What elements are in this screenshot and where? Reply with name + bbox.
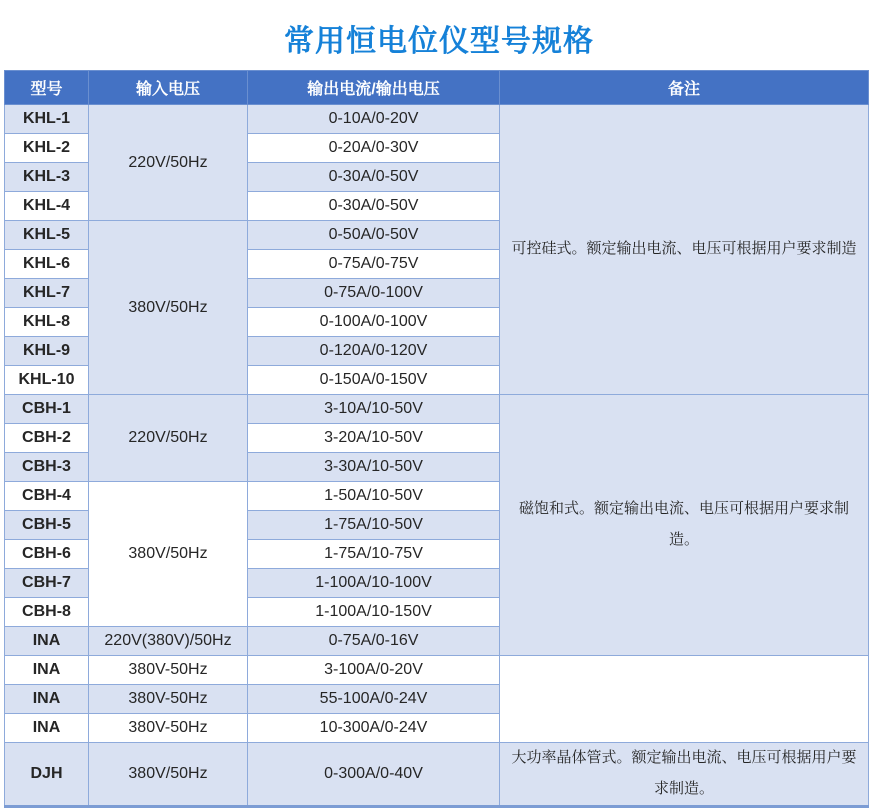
output-cell: 10-300A/0-24V <box>248 714 500 743</box>
model-cell: KHL-9 <box>5 337 89 366</box>
page-title: 常用恒电位仪型号规格 <box>284 25 594 58</box>
output-cell: 0-150A/0-150V <box>248 366 500 395</box>
output-cell: 3-20A/10-50V <box>248 424 500 453</box>
output-cell: 1-75A/10-50V <box>248 511 500 540</box>
model-cell: KHL-2 <box>5 134 89 163</box>
input-cell: 380V/50Hz <box>89 743 248 807</box>
model-cell: DJH <box>5 743 89 807</box>
table-row <box>5 395 869 424</box>
model-cell: KHL-3 <box>5 163 89 192</box>
model-cell: KHL-1 <box>5 105 89 134</box>
input-cell: 380V/50Hz <box>89 221 248 395</box>
output-cell: 1-75A/10-75V <box>248 540 500 569</box>
input-cell: 380V-50Hz <box>89 685 248 714</box>
model-cell: INA <box>5 627 89 656</box>
model-cell: KHL-10 <box>5 366 89 395</box>
model-cell: CBH-7 <box>5 569 89 598</box>
output-cell: 0-50A/0-50V <box>248 221 500 250</box>
model-cell: INA <box>5 656 89 685</box>
output-cell: 0-30A/0-50V <box>248 163 500 192</box>
input-cell: 380V-50Hz <box>89 656 248 685</box>
table-row <box>5 656 869 685</box>
spec-table <box>4 70 869 808</box>
output-cell: 0-75A/0-75V <box>248 250 500 279</box>
remark-cell-empty <box>500 656 869 743</box>
output-cell: 1-100A/10-150V <box>248 598 500 627</box>
model-cell: CBH-2 <box>5 424 89 453</box>
table-row <box>5 743 869 807</box>
model-cell: CBH-4 <box>5 482 89 511</box>
input-cell: 220V/50Hz <box>89 105 248 221</box>
input-cell: 220V/50Hz <box>89 395 248 482</box>
header-output: 输出电流/输出电压 <box>248 71 500 105</box>
header-remark: 备注 <box>500 71 869 105</box>
model-cell: KHL-5 <box>5 221 89 250</box>
model-cell: CBH-6 <box>5 540 89 569</box>
output-cell: 0-20A/0-30V <box>248 134 500 163</box>
header-row <box>5 71 869 105</box>
output-cell: 3-30A/10-50V <box>248 453 500 482</box>
model-cell: CBH-3 <box>5 453 89 482</box>
remark-cell: 磁饱和式。额定输出电流、电压可根据用户要求制造。 <box>500 395 869 656</box>
remark-cell: 可控硅式。额定输出电流、电压可根据用户要求制造 <box>500 105 869 395</box>
output-cell: 0-300A/0-40V <box>248 743 500 807</box>
model-cell: CBH-1 <box>5 395 89 424</box>
table-row <box>5 105 869 134</box>
header-input-voltage: 输入电压 <box>89 71 248 105</box>
output-cell: 1-50A/10-50V <box>248 482 500 511</box>
output-cell: 1-100A/10-100V <box>248 569 500 598</box>
output-cell: 3-10A/10-50V <box>248 395 500 424</box>
model-cell: CBH-5 <box>5 511 89 540</box>
input-cell: 380V/50Hz <box>89 482 248 627</box>
output-cell: 55-100A/0-24V <box>248 685 500 714</box>
output-cell: 0-75A/0-16V <box>248 627 500 656</box>
output-cell: 0-120A/0-120V <box>248 337 500 366</box>
output-cell: 3-100A/0-20V <box>248 656 500 685</box>
model-cell: KHL-7 <box>5 279 89 308</box>
model-cell: INA <box>5 714 89 743</box>
model-cell: KHL-4 <box>5 192 89 221</box>
model-cell: INA <box>5 685 89 714</box>
remark-cell: 大功率晶体管式。额定输出电流、电压可根据用户要求制造。 <box>500 743 869 807</box>
header-model: 型号 <box>5 71 89 105</box>
output-cell: 0-30A/0-50V <box>248 192 500 221</box>
model-cell: KHL-6 <box>5 250 89 279</box>
output-cell: 0-10A/0-20V <box>248 105 500 134</box>
output-cell: 0-75A/0-100V <box>248 279 500 308</box>
model-cell: CBH-8 <box>5 598 89 627</box>
input-cell: 380V-50Hz <box>89 714 248 743</box>
input-cell: 220V(380V)/50Hz <box>89 627 248 656</box>
output-cell: 0-100A/0-100V <box>248 308 500 337</box>
model-cell: KHL-8 <box>5 308 89 337</box>
